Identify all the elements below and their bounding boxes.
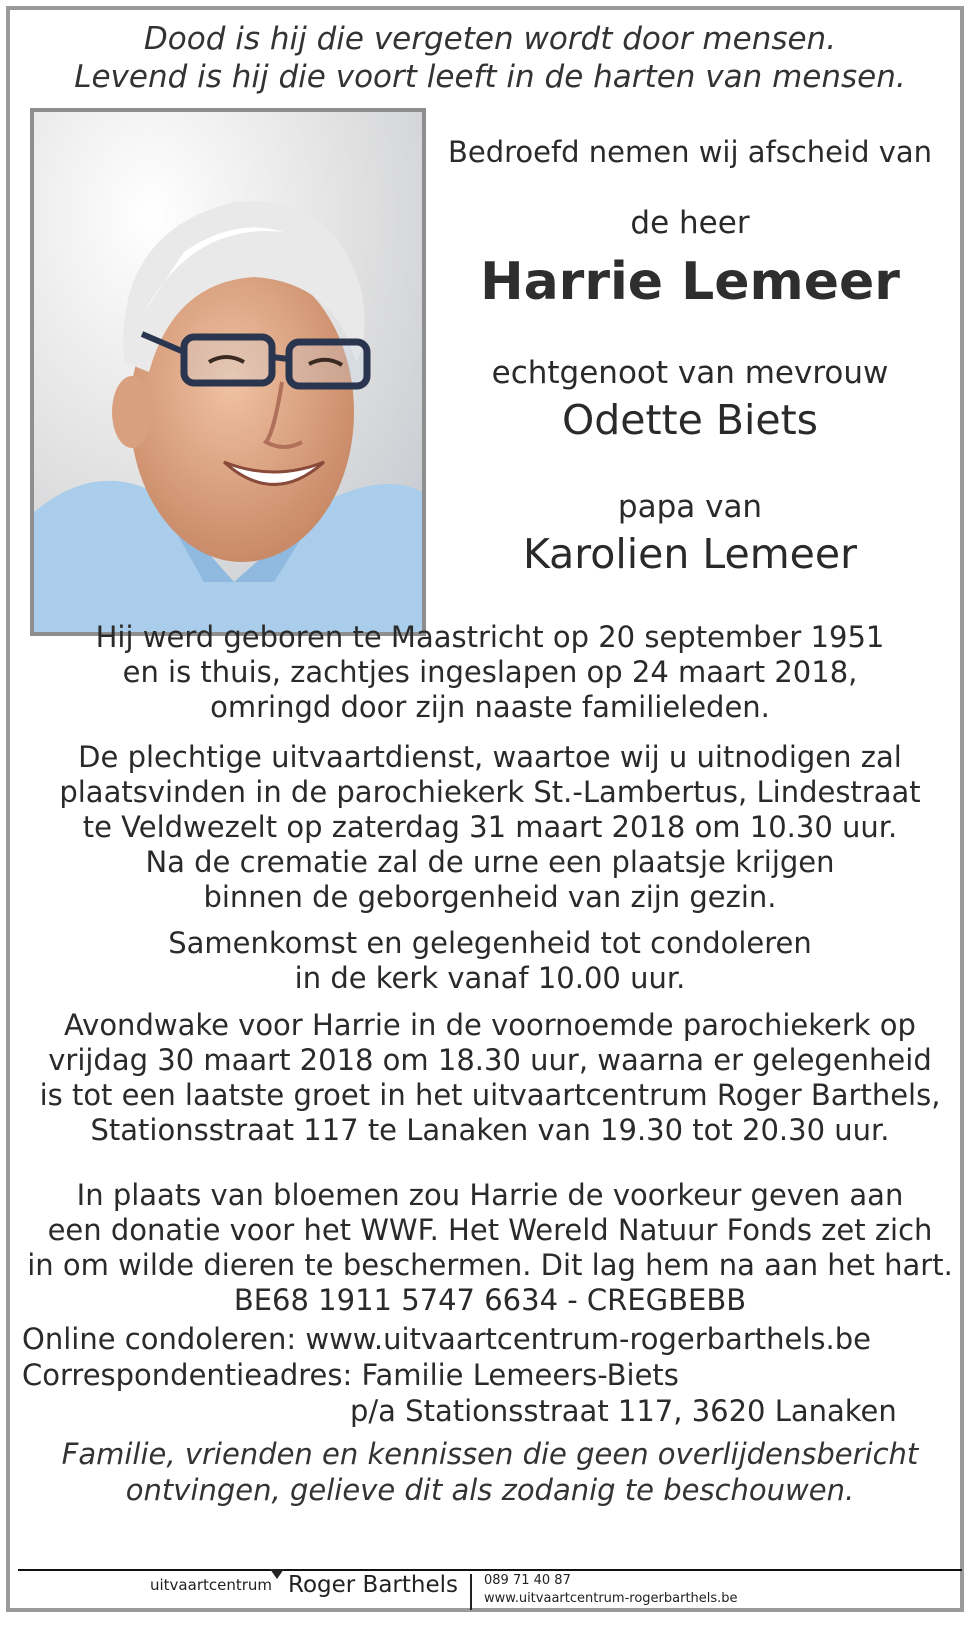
gathering-paragraph (20, 926, 960, 996)
quote-line-2: Levend is hij die voort leeft in de harten van mensen. (74, 59, 906, 95)
quote-line-1: Dood is hij die vergeten wordt door mensen. (143, 21, 837, 57)
wake-paragraph (20, 1008, 960, 1148)
birth-death-paragraph (20, 620, 960, 725)
child-name: Karolien Lemeer (523, 530, 857, 578)
wake-line-2: vrijdag 30 maart 2018 om 18.30 uur, waarna er gelegenheid (48, 1043, 932, 1077)
spouse-name: Odette Biets (561, 396, 819, 444)
footer-triangle-icon (270, 1569, 284, 1579)
donation-iban: BE68 1911 5747 6634 - CREGBEBB (233, 1283, 747, 1317)
footer-website[interactable]: www.uitvaartcentrum-rogerbarthels.be (484, 1591, 738, 1606)
portrait-illustration (34, 112, 422, 632)
birth-line-2: en is thuis, zachtjes ingeslapen op 24 maart 2018, (122, 655, 858, 689)
spouse-label: echtgenoot van mevrouw (491, 355, 889, 391)
correspondence-address: Correspondentieadres: Familie Lemeers-Biets (22, 1358, 679, 1392)
gathering-line-1: Samenkomst en gelegenheid tot condoleren (168, 926, 812, 960)
announcement-intro: Bedroefd nemen wij afscheid van (447, 135, 933, 169)
deceased-name: Harrie Lemeer (480, 252, 900, 312)
child-label: papa van (617, 489, 763, 525)
service-line-3: te Veldwezelt op zaterdag 31 maart 2018 om 10.30 uur. (82, 810, 898, 844)
announcement-title: de heer (630, 205, 750, 241)
online-condolences: Online condoleren: www.uitvaartcentrum-rogerbarthels.be (22, 1322, 871, 1356)
donation-paragraph (20, 1178, 960, 1318)
wake-line-3: is tot een laatste groet in het uitvaartcentrum Roger Barthels, (39, 1078, 941, 1112)
footer-separator (470, 1574, 472, 1610)
donation-line-3: in om wilde dieren te beschermen. Dit lag hem na aan het hart. (27, 1248, 953, 1282)
footer-prefix: uitvaartcentrum (150, 1576, 273, 1594)
footer-divider (18, 1569, 962, 1571)
service-line-2: plaatsvinden in de parochiekerk St.-Lambertus, Lindestraat (59, 775, 921, 809)
correspondence-address-line-2: p/a Stationsstraat 117, 3620 Lanaken (350, 1394, 897, 1428)
donation-line-2: een donatie voor het WWF. Het Wereld Natuur Fonds zet zich (47, 1213, 933, 1247)
closing-line-2: ontvingen, gelieve dit als zodanig te beschouwen. (125, 1473, 855, 1507)
footer-phone: 089 71 40 87 (484, 1573, 571, 1588)
service-line-4: Na de crematie zal de urne een plaatsje krijgen (145, 845, 835, 879)
closing-line-1: Familie, vrienden en kennissen die geen overlijdensbericht (61, 1437, 919, 1471)
portrait-photo (30, 108, 426, 636)
gathering-line-2: in de kerk vanaf 10.00 uur. (294, 961, 686, 995)
birth-line-3: omringd door zijn naaste familieleden. (210, 690, 770, 724)
donation-line-1: In plaats van bloemen zou Harrie de voorkeur geven aan (76, 1178, 904, 1212)
service-paragraph (20, 740, 960, 915)
service-line-5: binnen de geborgenheid van zijn gezin. (203, 880, 777, 914)
footer-brand: Roger Barthels (288, 1572, 458, 1598)
birth-line-1: Hij werd geboren te Maastricht op 20 september 1951 (95, 620, 885, 654)
wake-line-1: Avondwake voor Harrie in de voornoemde parochiekerk op (64, 1008, 916, 1042)
service-line-1: De plechtige uitvaartdienst, waartoe wij u uitnodigen zal (78, 740, 902, 774)
wake-line-4: Stationsstraat 117 te Lanaken van 19.30 tot 20.30 uur. (90, 1113, 890, 1147)
